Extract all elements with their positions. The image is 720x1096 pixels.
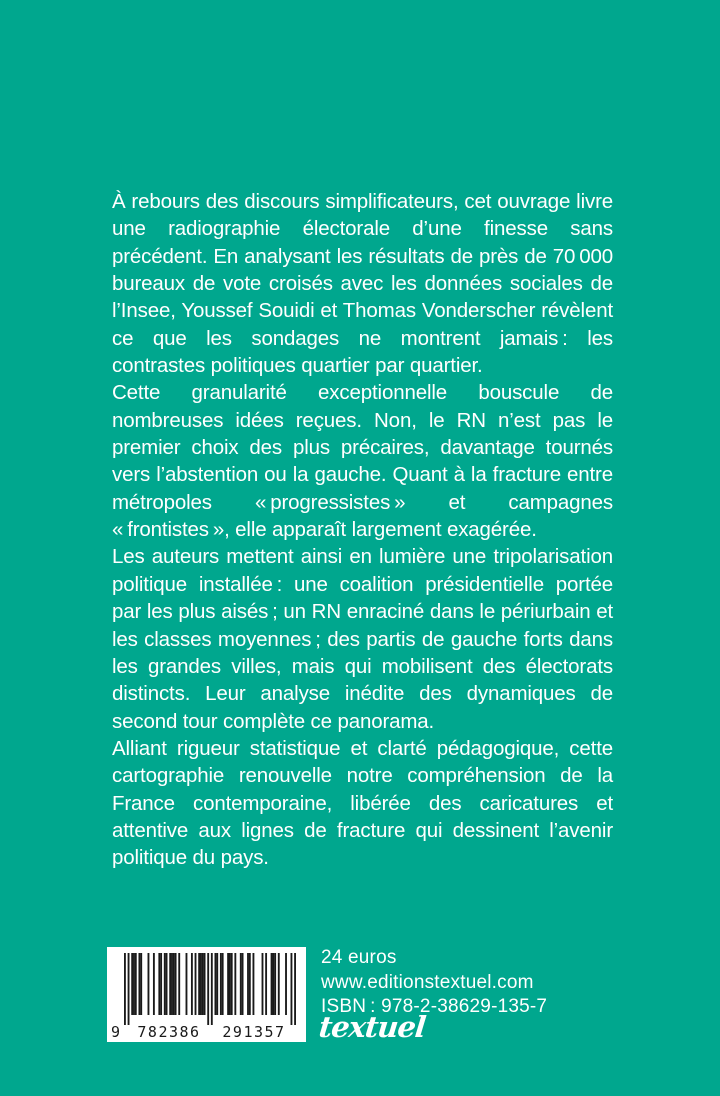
barcode-group-right: 291357 xyxy=(222,1023,286,1041)
synopsis-paragraph: Alliant rigueur statistique et clarté pédagogique, cette cartographie renouvelle notre compréhension de la France contemporaine, libérée des caricatures et attentive aux lignes de fracture qui dessinent l’avenir politique du pays. xyxy=(112,736,613,870)
price-text: 24 euros xyxy=(321,947,397,968)
website-text: www.editionstextuel.com xyxy=(321,971,534,993)
synopsis-paragraph: Cette granularité exceptionnelle bouscule de nombreuses idées reçues. Non, le RN n’est pas le premier choix des plus précaires, davantage tournés vers l’abstention ou la gauche. Quant à la fracture entre métropoles « progressistes » et campagnes « frontistes », elle apparaît largement exagérée. xyxy=(112,381,613,542)
ean13-barcode xyxy=(107,947,306,1042)
barcode-svg xyxy=(107,947,306,1042)
barcode-bars xyxy=(124,953,296,1025)
footer-info xyxy=(321,946,547,1020)
synopsis-text xyxy=(112,188,613,872)
synopsis-paragraph: À rebours des discours simplificateurs, cet ouvrage livre une radiographie électorale d’une finesse sans précédent. En analysant les résultats de près de 70 000 bureaux de vote croisés avec les données sociales de l’Insee, Youssef Souidi et Thomas Vonderscher révèlent ce que les sondages ne montrent jamais : les contrastes politiques quartier par quartier. xyxy=(112,190,613,378)
isbn-text: ISBN : 978-2-38629-135-7 xyxy=(321,996,548,1017)
barcode-digit-lead: 9 xyxy=(111,1023,122,1041)
synopsis-paragraph: Les auteurs mettent ainsi en lumière une tripolarisation politique installée : une coalition présidentielle portée par les plus aisés ; un RN enraciné dans le périurbain et les classes moyennes ; des partis de gauche forts dans les grandes villes, mais qui mobilisent des électorats distincts. Leur analyse inédite des dynamiques de second tour complète ce panorama. xyxy=(112,545,613,733)
publisher-logo-textuel: textuel xyxy=(317,1010,427,1044)
barcode-group-left: 782386 xyxy=(137,1023,201,1041)
